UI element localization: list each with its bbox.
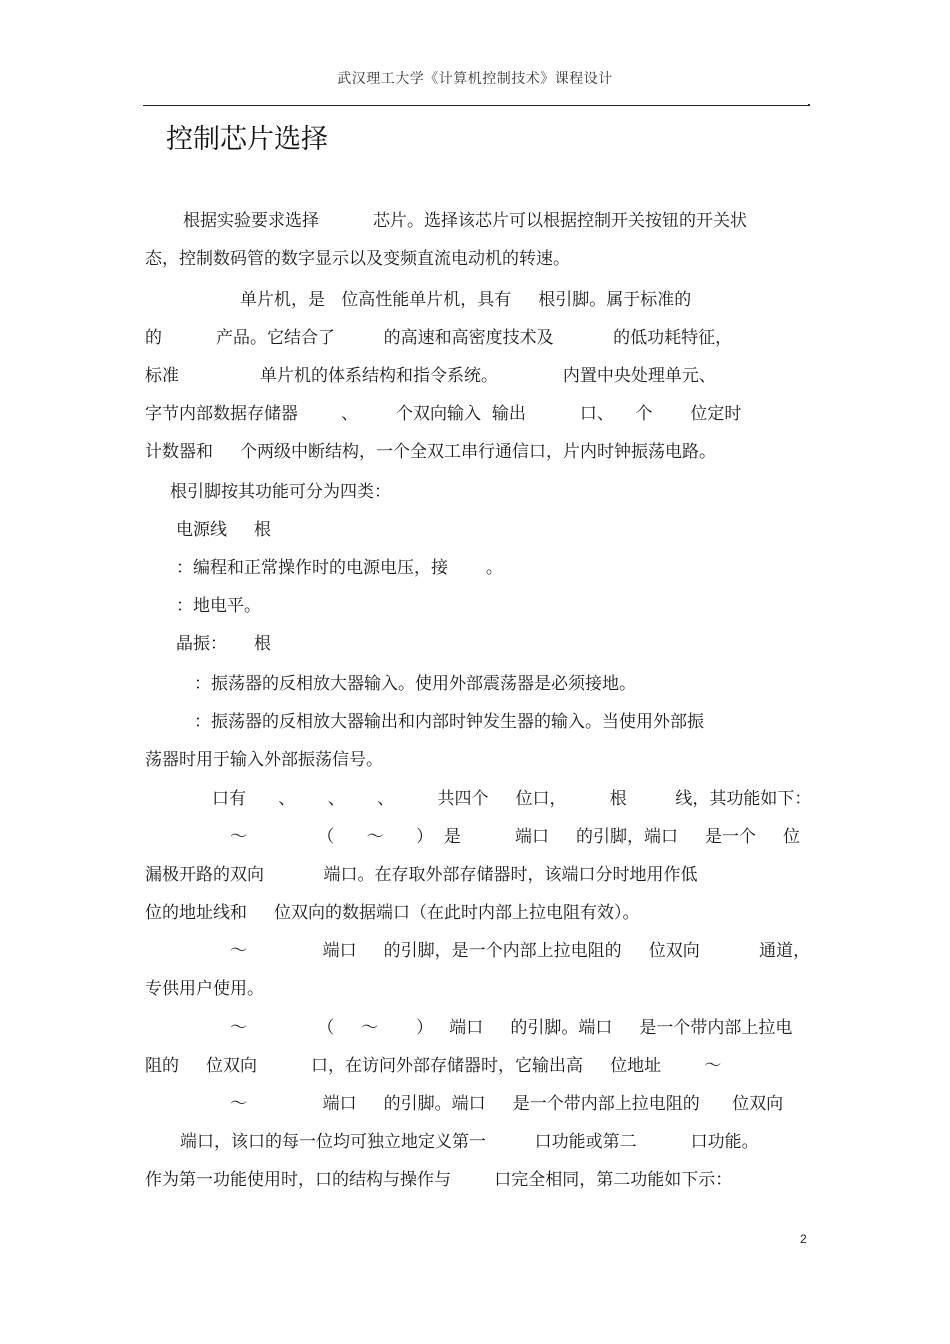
running-header: 武汉理工大学《计算机控制技术》课程设计 — [337, 71, 613, 87]
body-line: 专供用户使用。 — [145, 979, 264, 999]
section-title: 控制芯片选择 — [166, 124, 328, 155]
body-line: 单片机，是 位高性能单片机，具有 根引脚。属于标准的 — [240, 290, 692, 310]
body-line: ～ （ ～ ） 端口 的引脚。端口 是一个带内部上拉电 — [230, 1018, 793, 1038]
body-line: 口有 、 、 、 共四个 位口， 根 线，其功能如下： — [212, 789, 812, 809]
body-line: 晶振： 根 — [176, 634, 272, 654]
body-line: ～ 端口 的引脚，是一个内部上拉电阻的 位双向 通道， — [230, 941, 811, 961]
body-line: 根引脚按其功能可分为四类： — [170, 482, 391, 502]
header-divider — [143, 105, 809, 106]
body-line: 根据实验要求选择 芯片。选择该芯片可以根据控制开关按钮的开关状 — [183, 211, 748, 231]
body-line: 端口，该口的每一位均可独立地定义第一 口功能或第二 口功能。 — [180, 1132, 759, 1152]
body-line: ：编程和正常操作时的电源电压，接 。 — [176, 558, 503, 578]
body-line: ：地电平。 — [176, 596, 261, 616]
page-number: 2 — [800, 1232, 807, 1246]
body-line: ～ （ ～ ） 是 端口 的引脚，端口 是一个 位 — [230, 827, 800, 847]
body-line: ：振荡器的反相放大器输入。使用外部震荡器是必须接地。 — [194, 674, 636, 694]
header-divider-end-mark — [808, 104, 810, 106]
body-line: 的 产品。它结合了 的高速和高密度技术及 的低功耗特征， — [145, 328, 733, 348]
body-line: 阻的 位双向 口，在访问外部存储器时，它输出高 位地址 ～ — [145, 1056, 722, 1076]
body-line: 位的地址线和 位双向的数据端口（在此时内部上拉电阻有效）。 — [145, 903, 640, 923]
body-line: 漏极开路的双向 端口。在存取外部存储器时，该端口分时地用作低 — [145, 865, 698, 885]
body-line: 标准 单片机的体系结构和指令系统。 内置中央处理单元、 — [145, 366, 716, 386]
body-line: ～ 端口 的引脚。端口 是一个带内部上拉电阻的 位双向 — [230, 1094, 784, 1114]
body-line: 态，控制数码管的数字显示以及变频直流电动机的转速。 — [145, 249, 570, 269]
body-line: 荡器时用于输入外部振荡信号。 — [145, 750, 383, 770]
body-line: 作为第一功能使用时，口的结构与操作与 口完全相同，第二功能如下示： — [145, 1170, 733, 1190]
body-line: 电源线 根 — [176, 520, 272, 540]
body-line: ：振荡器的反相放大器输出和内部时钟发生器的输入。当使用外部振 — [194, 712, 704, 732]
body-line: 计数器和 个两级中断结构，一个全双工串行通信口，片内时钟振荡电路。 — [145, 442, 717, 462]
body-line: 字节内部数据存储器 、 个双向输入 输出 口、 个 位定时 — [145, 404, 742, 424]
